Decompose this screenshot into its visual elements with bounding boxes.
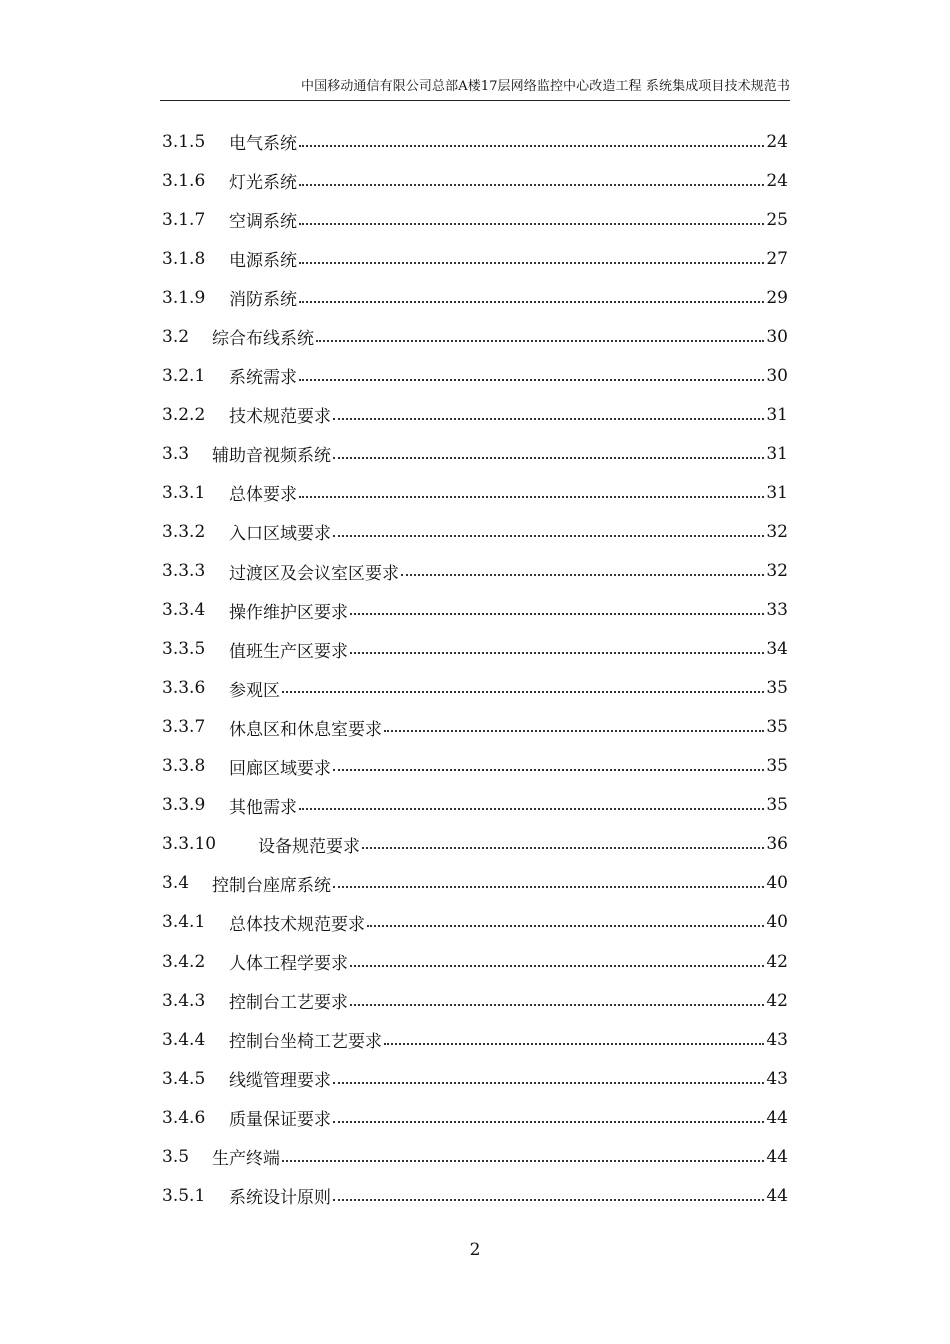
toc-entry[interactable] (162, 747, 788, 786)
toc-entry-number: 3.1.6 (162, 170, 206, 191)
toc-entry-page: 40 (766, 873, 788, 894)
toc-entry-title: 入口区域要求 (229, 524, 331, 545)
header-divider (160, 100, 790, 101)
toc-entry-number: 3.3.2 (162, 521, 206, 542)
toc-entry-number: 3.4 (162, 873, 190, 894)
toc-entry-title: 总体要求 (229, 485, 297, 506)
dot-leader (333, 535, 764, 537)
toc-entry-title: 系统设计原则 (229, 1188, 331, 1209)
dot-leader (333, 886, 764, 888)
toc-entry-page: 24 (766, 170, 788, 191)
toc-entry-title: 控制台座席系统 (212, 875, 331, 896)
toc-entry-page: 31 (766, 443, 788, 464)
toc-entry-title: 电气系统 (229, 134, 297, 155)
toc-entry-number: 3.3.7 (162, 717, 206, 738)
toc-entry-title: 设备规范要求 (258, 836, 360, 857)
toc-entry[interactable] (162, 708, 788, 747)
dot-leader (282, 691, 764, 693)
toc-entry-number: 3.2.1 (162, 365, 206, 386)
toc-entry-number: 3.1.5 (162, 131, 206, 152)
toc-entry-number: 3.3.10 (162, 834, 217, 855)
toc-entry-page: 29 (766, 287, 788, 308)
toc-entry-title: 控制台坐椅工艺要求 (229, 1032, 382, 1053)
toc-entry-number: 3.1.9 (162, 287, 206, 308)
toc-entry[interactable] (162, 669, 788, 708)
toc-entry-title: 人体工程学要求 (229, 954, 348, 974)
toc-entry[interactable] (162, 786, 788, 825)
toc-entry[interactable] (162, 1098, 788, 1137)
toc-entry[interactable] (162, 122, 788, 161)
dot-leader (299, 301, 764, 303)
page-number: 2 (469, 1240, 481, 1260)
toc-entry-title: 消防系统 (229, 290, 297, 311)
toc-entry-page: 30 (766, 326, 788, 347)
dot-leader (384, 1043, 764, 1045)
toc-entry-number: 3.2.2 (162, 404, 206, 425)
toc-entry-title: 灯光系统 (229, 173, 297, 194)
toc-entry-page: 30 (766, 365, 788, 386)
toc-entry-title: 生产终端 (212, 1149, 280, 1170)
toc-entry[interactable] (162, 395, 788, 434)
toc-entry-number: 3.3.5 (162, 639, 206, 660)
dot-leader (350, 1004, 764, 1006)
toc-entry-title: 回廊区域要求 (229, 758, 331, 779)
toc-entry-page: 35 (766, 756, 788, 777)
toc-entry[interactable] (162, 278, 788, 317)
toc-entry-title: 辅助音视频系统 (212, 446, 331, 467)
toc-entry-title: 系统需求 (229, 368, 297, 389)
toc-entry[interactable] (162, 591, 788, 630)
toc-entry-number: 3.3.6 (162, 678, 206, 699)
dot-leader (299, 262, 764, 264)
dot-leader (333, 769, 764, 771)
running-header: 中国移动通信有限公司总部A楼17层网络监控中心改造工程 系统集成项目技术规范书 (301, 79, 790, 94)
toc-entry-number: 3.4.5 (162, 1068, 206, 1089)
toc-entry-number: 3.4.6 (162, 1107, 206, 1128)
toc-entry-number: 3.5 (162, 1146, 190, 1167)
toc-entry-page: 36 (766, 834, 788, 855)
toc-entry-number: 3.3.1 (162, 482, 206, 503)
toc-entry-page: 35 (766, 717, 788, 738)
toc-entry-number: 3.1.7 (162, 209, 206, 230)
table-of-contents (162, 122, 788, 1215)
toc-entry[interactable] (162, 825, 788, 864)
toc-entry-page: 44 (766, 1107, 788, 1128)
toc-entry-page: 24 (766, 131, 788, 152)
toc-entry[interactable] (162, 200, 788, 239)
dot-leader (350, 613, 764, 615)
dot-leader (350, 652, 764, 654)
toc-entry-number: 3.3.4 (162, 600, 206, 621)
toc-entry[interactable] (162, 356, 788, 395)
toc-entry-page: 33 (766, 600, 788, 621)
toc-entry-page: 31 (766, 404, 788, 425)
toc-entry-page: 31 (766, 482, 788, 503)
toc-entry-title: 参观区 (229, 680, 280, 701)
dot-leader (333, 1121, 764, 1123)
toc-entry-number: 3.3.8 (162, 756, 206, 777)
toc-entry-number: 3.2 (162, 326, 190, 347)
toc-entry-page: 40 (766, 912, 788, 933)
toc-entry-number: 3.3.9 (162, 795, 206, 816)
toc-entry-page: 35 (766, 678, 788, 699)
toc-entry-title: 空调系统 (229, 212, 297, 233)
toc-entry-number: 3.4.2 (162, 951, 206, 972)
toc-entry[interactable] (162, 1020, 788, 1059)
dot-leader (299, 808, 764, 810)
toc-entry-title: 技术规范要求 (229, 407, 331, 428)
toc-entry-page: 44 (766, 1185, 788, 1206)
dot-leader (316, 340, 764, 342)
toc-entry-title: 质量保证要求 (229, 1110, 331, 1131)
dot-leader (299, 496, 764, 498)
toc-entry[interactable] (162, 317, 788, 356)
toc-entry-page: 42 (766, 990, 788, 1011)
dot-leader (350, 965, 764, 967)
toc-entry-page: 32 (766, 521, 788, 542)
toc-entry-page: 25 (766, 209, 788, 230)
dot-leader (333, 418, 764, 420)
toc-entry[interactable] (162, 864, 788, 903)
toc-entry-page: 32 (766, 561, 788, 582)
dot-leader (299, 379, 764, 381)
toc-entry-page: 44 (766, 1146, 788, 1167)
dot-leader (367, 925, 764, 927)
toc-entry-title: 总体技术规范要求 (229, 914, 365, 935)
dot-leader (401, 574, 764, 576)
dot-leader (333, 1082, 764, 1084)
toc-entry[interactable] (162, 552, 788, 591)
toc-entry-page: 34 (766, 639, 788, 660)
toc-entry-title: 电源系统 (229, 251, 297, 272)
toc-entry-number: 3.4.1 (162, 912, 206, 933)
toc-entry[interactable] (162, 903, 788, 942)
toc-entry[interactable] (162, 1059, 788, 1098)
toc-entry-page: 35 (766, 795, 788, 816)
toc-entry-title: 休息区和休息室要求 (229, 719, 382, 740)
toc-entry-number: 3.3.3 (162, 561, 206, 582)
toc-entry-page: 43 (766, 1029, 788, 1050)
toc-entry-title: 过渡区及会议室区要求 (229, 563, 399, 584)
toc-entry-number: 3.5.1 (162, 1185, 206, 1206)
dot-leader (362, 847, 764, 849)
toc-entry-title: 操作维护区要求 (229, 602, 348, 623)
toc-entry[interactable] (162, 630, 788, 669)
toc-entry-page: 27 (766, 248, 788, 269)
toc-entry-page: 42 (766, 951, 788, 972)
toc-entry-title: 其他需求 (229, 797, 297, 818)
toc-entry[interactable] (162, 942, 788, 981)
dot-leader (299, 223, 764, 225)
toc-entry[interactable] (162, 434, 788, 473)
dot-leader (384, 730, 764, 732)
toc-entry[interactable] (162, 1176, 788, 1215)
toc-entry-title: 值班生产区要求 (229, 641, 348, 662)
toc-entry[interactable] (162, 239, 788, 278)
toc-entry-title: 综合布线系统 (212, 329, 314, 350)
toc-entry-page: 43 (766, 1068, 788, 1089)
toc-entry-number: 3.1.8 (162, 248, 206, 269)
dot-leader (299, 184, 764, 186)
toc-entry[interactable] (162, 1137, 788, 1176)
dot-leader (299, 145, 764, 147)
dot-leader (282, 1160, 764, 1162)
dot-leader (333, 457, 764, 459)
toc-entry[interactable] (162, 981, 788, 1020)
toc-entry-number: 3.3 (162, 443, 190, 464)
toc-entry[interactable] (162, 473, 788, 512)
toc-entry[interactable] (162, 161, 788, 200)
toc-entry-number: 3.4.3 (162, 990, 206, 1011)
toc-entry-title: 控制台工艺要求 (229, 993, 348, 1014)
dot-leader (333, 1199, 764, 1201)
toc-entry[interactable] (162, 512, 788, 551)
toc-entry-number: 3.4.4 (162, 1029, 206, 1050)
toc-entry-title: 线缆管理要求 (229, 1071, 331, 1092)
